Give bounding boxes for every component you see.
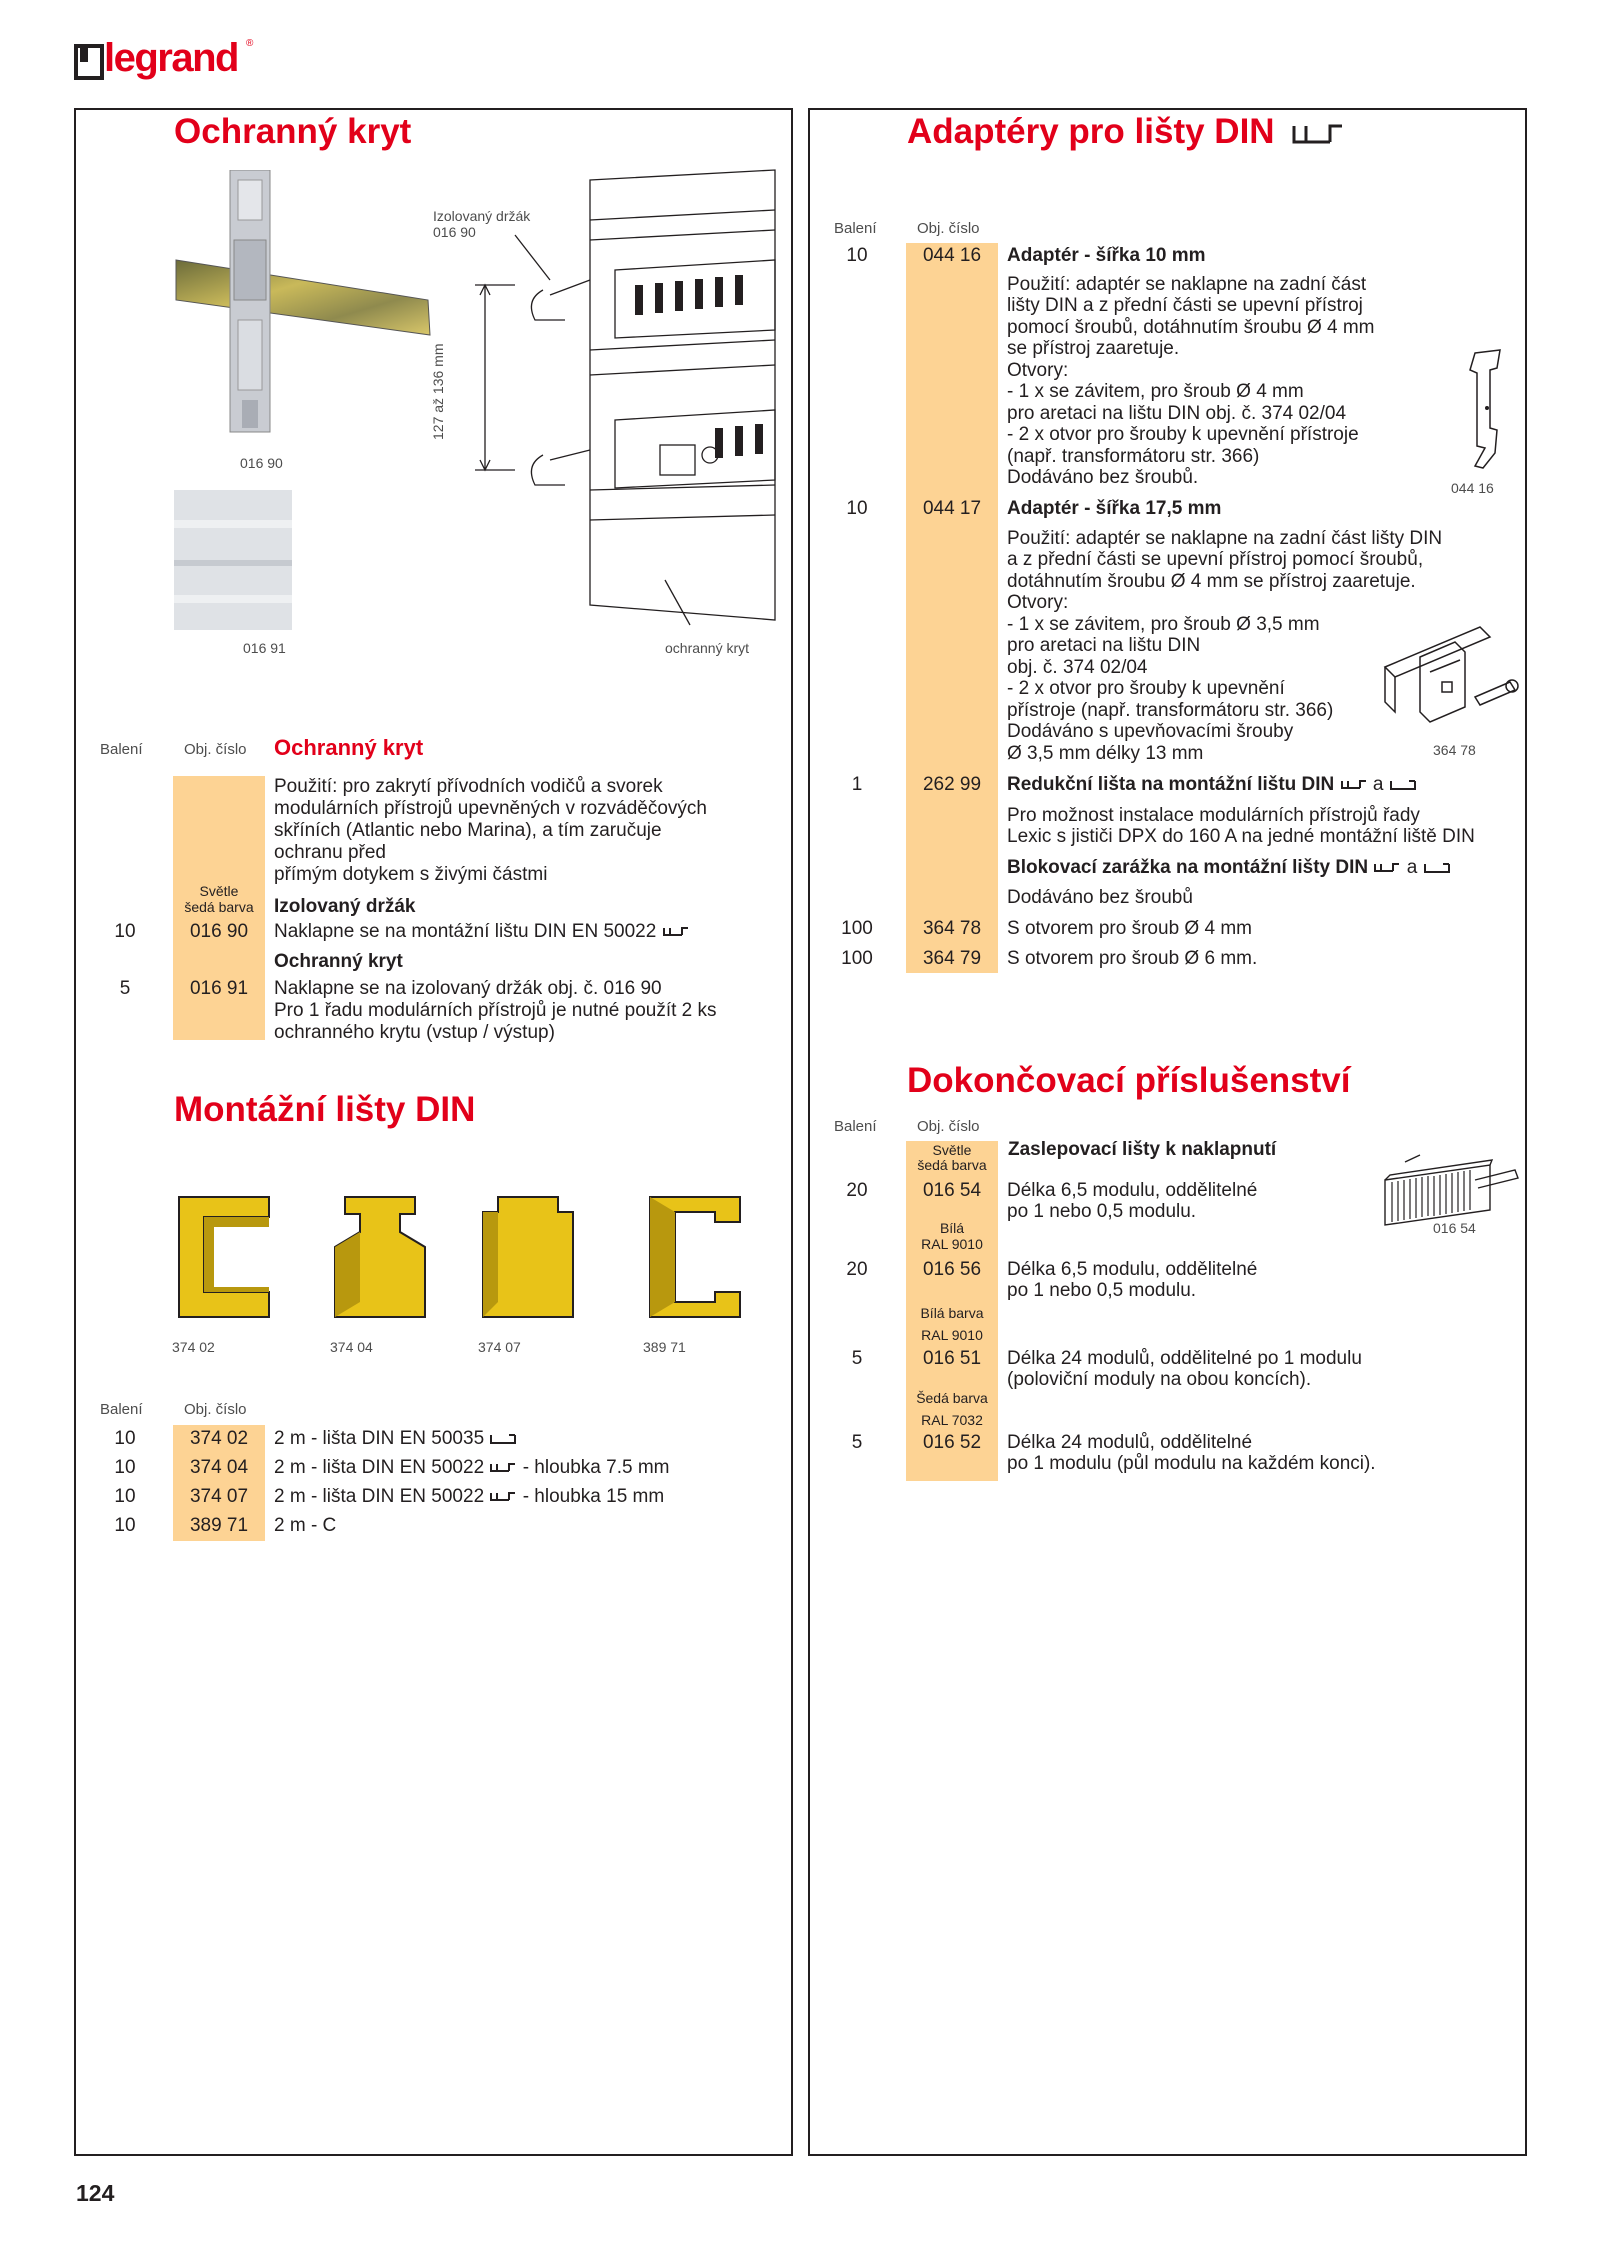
color-label: Bílá: [939, 1220, 965, 1236]
adapter-17mm-drawing: [1380, 612, 1520, 732]
adapter-text: - 2 x otvor pro šrouby k upevnění přístroje: [1007, 424, 1359, 445]
section-title-montazni-listy: Montážní lišty DIN: [174, 1090, 476, 1129]
section-title-dokoncovaci: Dokončovací příslušenství: [907, 1061, 1351, 1100]
adapter-text: lišty DIN a z přední části se upevní přístroj: [1007, 295, 1363, 316]
reduction-rail-text: Lexic s jističi DPX do 160 A na jedné montážní liště DIN: [1007, 826, 1475, 847]
din-rail-symbol-icon: [489, 1461, 517, 1475]
rail-description: 2 m - C: [274, 1515, 337, 1536]
section-title-adaptery: Adaptéry pro lišty DIN: [907, 112, 1346, 152]
item-text: ochranného krytu (vstup / výstup): [274, 1022, 555, 1043]
blocking-stop-ref: 364 78: [922, 918, 982, 939]
image-caption-016-90: 016 90: [240, 455, 283, 471]
rail-ref: 389 71: [189, 1515, 249, 1536]
drawing-label-cover: ochranný kryt: [665, 640, 750, 656]
blanking-baleni: 20: [846, 1180, 868, 1201]
blanking-text: po 1 nebo 0,5 modulu.: [1007, 1201, 1197, 1222]
color-label: RAL 9010: [921, 1327, 983, 1343]
protective-cover-image: [174, 490, 292, 630]
blocking-stop-text: S otvorem pro šroub Ø 6 mm.: [1007, 948, 1258, 969]
section-title-ochranny-kryt: Ochranný kryt: [174, 112, 412, 151]
din-rail-symbol-icon: [489, 1490, 517, 1504]
blanking-strip-title: Zaslepovací lišty k naklapnutí: [1008, 1139, 1277, 1160]
adapter-text: a z přední části se upevní přístroj pomocí šroubů,: [1007, 549, 1424, 570]
rail-baleni: 10: [114, 1457, 136, 1478]
blocking-stop-note: Dodáváno bez šroubů: [1007, 887, 1193, 908]
blanking-ref: 016 51: [922, 1348, 982, 1369]
rail-description: 2 m - lišta DIN EN 50035: [274, 1428, 517, 1450]
color-label: šedá barva: [917, 1157, 987, 1173]
adapter-text: - 2 x otvor pro šrouby k upevnění: [1007, 678, 1285, 699]
rail-caption: 374 02: [172, 1339, 215, 1355]
description-line: skříních (Atlantic nebo Marina), a tím zaručuje: [274, 820, 662, 841]
reduction-rail-text: Pro možnost instalace modulárních přístrojů řady: [1007, 805, 1420, 826]
blanking-text: Délka 6,5 modulu, oddělitelné: [1007, 1259, 1258, 1280]
image-caption-016-91: 016 91: [243, 640, 286, 656]
adapter-title: Adaptér - šířka 17,5 mm: [1007, 498, 1222, 519]
rail-baleni: 10: [114, 1486, 136, 1507]
description-line: Použití: pro zakrytí přívodních vodičů a svorek: [274, 776, 663, 797]
drawing-label-holder: Izolovaný držák: [433, 208, 531, 224]
rail-description: 2 m - lišta DIN EN 50022 - hloubka 7.5 mm: [274, 1457, 670, 1478]
adapter-ref: 044 17: [922, 498, 982, 519]
adapter-text: Ø 3,5 mm délky 13 mm: [1007, 743, 1204, 764]
cover-technical-drawing: [455, 160, 785, 630]
blanking-text: po 1 modulu (půl modulu na každém konci).: [1007, 1453, 1376, 1474]
rail-caption: 389 71: [643, 1339, 686, 1355]
rail-description: 2 m - lišta DIN EN 50022 - hloubka 15 mm: [274, 1486, 665, 1507]
blocking-stop-baleni: 100: [841, 948, 873, 969]
adapter-text: pomocí šroubů, dotáhnutím šroubu Ø 4 mm: [1007, 317, 1375, 338]
din-rail-symbol-icon: [1340, 778, 1368, 792]
adapter-text: pro aretaci na lištu DIN obj. č. 374 02/04: [1007, 403, 1347, 424]
adapter-text: obj. č. 374 02/04: [1007, 657, 1148, 678]
din-rail-symbol-icon: [662, 925, 690, 939]
rail-image-389-71: [645, 1192, 745, 1322]
color-label: Světle: [932, 1142, 972, 1158]
column-header-baleni: Balení: [100, 741, 143, 758]
blocking-stop-baleni: 100: [841, 918, 873, 939]
blocking-stop-text: S otvorem pro šroub Ø 4 mm: [1007, 918, 1252, 939]
blanking-text: po 1 nebo 0,5 modulu.: [1007, 1280, 1197, 1301]
description-line: ochranu před: [274, 842, 386, 863]
color-label: RAL 7032: [921, 1412, 983, 1428]
adapter-text: dotáhnutím šroubu Ø 4 mm se přístroj zaaretuje.: [1007, 571, 1416, 592]
adapter-text: (např. transformátoru str. 366): [1007, 446, 1260, 467]
reduction-rail-baleni: 1: [851, 774, 863, 795]
adapter-text: Použití: adaptér se naklapne na zadní část: [1007, 274, 1367, 295]
color-label: Světle: [199, 883, 239, 899]
adapter-17mm-caption: 364 78: [1433, 742, 1476, 758]
item-baleni: 5: [119, 978, 131, 999]
legrand-logo: legrand ®: [74, 38, 253, 78]
column-header-baleni: Balení: [100, 1401, 143, 1418]
blanking-text: Délka 24 modulů, oddělitelné: [1007, 1432, 1253, 1453]
page-number: 124: [76, 2180, 115, 2206]
adapter-ref: 044 16: [922, 245, 982, 266]
adapter-text: se přístroj zaaretuje.: [1007, 338, 1180, 359]
din-rail-35-symbol-icon: [1423, 861, 1451, 875]
holder-on-rail-image: [168, 170, 438, 445]
item-title: Izolovaný držák: [274, 896, 416, 917]
drawing-label-holder-ref: 016 90: [433, 224, 476, 240]
color-label: Bílá barva: [920, 1305, 984, 1321]
adapter-text: Dodáváno s upevňovacími šrouby: [1007, 721, 1294, 742]
adapter-baleni: 10: [846, 245, 868, 266]
blanking-text: (poloviční moduly na obou koncích).: [1007, 1369, 1312, 1390]
blanking-text: Délka 6,5 modulu, oddělitelné: [1007, 1180, 1258, 1201]
ref-column-bg: [906, 243, 998, 973]
din-rail-35-symbol-icon: [1389, 778, 1417, 792]
item-text: Naklapne se na montážní lištu DIN EN 50022: [274, 921, 690, 943]
rail-image-374-07: [478, 1192, 578, 1322]
rail-caption: 374 07: [478, 1339, 521, 1355]
rail-image-374-02: [174, 1192, 274, 1322]
column-header-baleni: Balení: [834, 1118, 877, 1135]
blanking-text: Délka 24 modulů, oddělitelné po 1 modulu: [1007, 1348, 1362, 1369]
adapter-baleni: 10: [846, 498, 868, 519]
brand-name: legrand: [104, 36, 238, 80]
din-rail-symbol-icon: [1373, 861, 1401, 875]
item-ref: 016 91: [189, 978, 249, 999]
blanking-baleni: 5: [851, 1348, 863, 1369]
rail-baleni: 10: [114, 1515, 136, 1536]
rail-ref: 374 07: [189, 1486, 249, 1507]
legrand-mark-icon: [74, 44, 96, 72]
item-title: Ochranný kryt: [274, 951, 403, 972]
color-label: Šedá barva: [916, 1390, 988, 1406]
rail-ref: 374 02: [189, 1428, 249, 1449]
item-text: Naklapne se na izolovaný držák obj. č. 016 90: [274, 978, 662, 999]
product-group-title: Ochranný kryt: [274, 735, 424, 760]
blanking-ref: 016 52: [922, 1432, 982, 1453]
blocking-stop-ref: 364 79: [922, 948, 982, 969]
blanking-strip-caption: 016 54: [1433, 1220, 1476, 1236]
blanking-baleni: 20: [846, 1259, 868, 1280]
adapter-text: pro aretaci na lištu DIN: [1007, 635, 1201, 656]
din-rail-35-symbol-icon: [489, 1432, 517, 1446]
drawing-dimension-label: 127 až 136 mm: [430, 343, 446, 440]
column-header-obj: Obj. číslo: [184, 741, 247, 758]
adapter-title: Adaptér - šířka 10 mm: [1007, 245, 1206, 266]
adapter-text: Použití: adaptér se naklapne na zadní část lišty DIN: [1007, 528, 1443, 549]
blanking-baleni: 5: [851, 1432, 863, 1453]
item-text: Pro 1 řadu modulárních přístrojů je nutné použít 2 ks: [274, 1000, 717, 1021]
color-label: šedá barva: [184, 899, 254, 915]
rail-ref: 374 04: [189, 1457, 249, 1478]
reduction-rail-title: Redukční lišta na montážní lištu DIN a: [1007, 774, 1417, 796]
rail-caption: 374 04: [330, 1339, 373, 1355]
item-ref: 016 90: [189, 921, 249, 942]
column-header-obj: Obj. číslo: [917, 1118, 980, 1135]
item-baleni: 10: [114, 921, 136, 942]
reduction-rail-ref: 262 99: [922, 774, 982, 795]
adapter-text: Dodáváno bez šroubů.: [1007, 467, 1199, 488]
adapter-10mm-caption: 044 16: [1451, 480, 1494, 496]
description-line: modulárních přístrojů upevněných v rozváděčových: [274, 798, 708, 819]
adapter-text: - 1 x se závitem, pro šroub Ø 4 mm: [1007, 381, 1304, 402]
adapter-text: přístroje (např. transformátoru str. 366): [1007, 700, 1334, 721]
adapter-10mm-drawing: [1465, 348, 1510, 478]
adapter-text: - 1 x se závitem, pro šroub Ø 3,5 mm: [1007, 614, 1320, 635]
blocking-stop-title: Blokovací zarážka na montážní lišty DIN a: [1007, 857, 1451, 879]
column-header-obj: Obj. číslo: [917, 220, 980, 237]
description-line: přímým dotykem s živými částmi: [274, 864, 548, 885]
rail-image-374-04: [330, 1192, 430, 1322]
column-header-obj: Obj. číslo: [184, 1401, 247, 1418]
blanking-ref: 016 54: [922, 1180, 982, 1201]
adapter-text: Otvory:: [1007, 592, 1069, 613]
column-header-baleni: Balení: [834, 220, 877, 237]
color-label: RAL 9010: [921, 1236, 983, 1252]
rail-baleni: 10: [114, 1428, 136, 1449]
blanking-ref: 016 56: [922, 1259, 982, 1280]
adapter-text: Otvory:: [1007, 360, 1069, 381]
din-rail-symbol-icon: [1290, 120, 1346, 148]
